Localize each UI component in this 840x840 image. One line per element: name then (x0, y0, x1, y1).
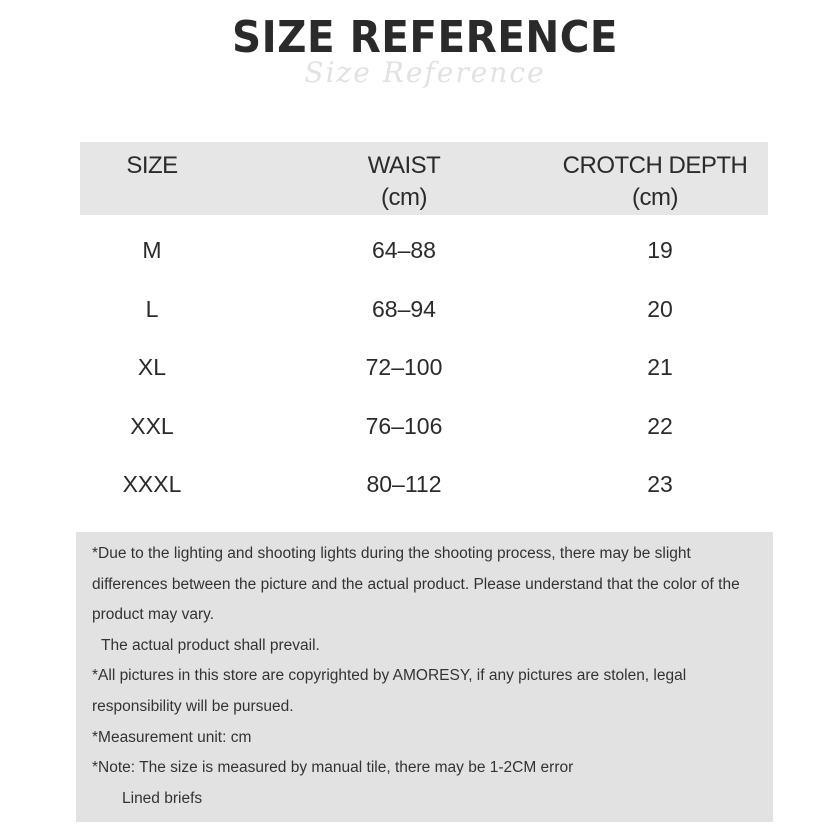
header-waist-label: WAIST (367, 152, 441, 179)
size-cell: XXL (130, 412, 174, 439)
crotch-depth-cell: 22 (647, 412, 673, 439)
header-size-label: SIZE (126, 152, 178, 179)
waist-cell: 64–88 (372, 237, 436, 263)
table-row (0, 342, 840, 401)
size-table-body (0, 225, 840, 518)
script-subtitle: Size Reference (304, 56, 546, 89)
note-manual-measurement: *Note: The size is measured by manual tile, there may be 1-2CM error (92, 759, 574, 777)
note-measurement-unit: *Measurement unit: cm (92, 728, 252, 746)
header-waist (330, 150, 478, 214)
notes-box (76, 532, 773, 822)
waist-cell: 72–100 (365, 354, 443, 380)
crotch-depth-cell: 23 (647, 471, 673, 497)
size-cell: XXXL (122, 471, 182, 497)
size-cell: M (142, 237, 162, 263)
table-row (0, 401, 840, 460)
header-waist-unit: (cm) (381, 184, 427, 211)
note-copyright: *All pictures in this store are copyrighted by AMORESY, if any pictures are stolen, legal responsibility will be pursued. (92, 667, 687, 715)
table-row (0, 284, 840, 343)
waist-cell: 80–112 (366, 471, 442, 497)
page-title: SIZE REFERENCE (232, 12, 618, 63)
notes-text (92, 539, 764, 814)
size-cell: XL (137, 354, 167, 380)
header-crotch-depth-unit: (cm) (632, 184, 678, 211)
waist-cell: 76–106 (365, 412, 443, 439)
crotch-depth-cell: 20 (647, 295, 673, 322)
note-product-prevail: The actual product shall prevail. (101, 636, 320, 654)
header-crotch-depth-label: CROTCH DEPTH (562, 152, 748, 179)
header-crotch-depth (560, 150, 750, 214)
note-lighting: *Due to the lighting and shooting lights during the shooting process, there may be slight differences between the picture and the actual product. Please understand that the color of the product may vary. (92, 545, 740, 624)
waist-cell: 68–94 (372, 295, 436, 322)
header-size (90, 150, 214, 182)
note-product-type: Lined briefs (122, 789, 203, 807)
size-cell: L (145, 295, 159, 322)
crotch-depth-cell: 21 (647, 354, 673, 380)
table-row (0, 225, 840, 284)
table-row (0, 459, 840, 518)
crotch-depth-cell: 19 (647, 237, 673, 263)
